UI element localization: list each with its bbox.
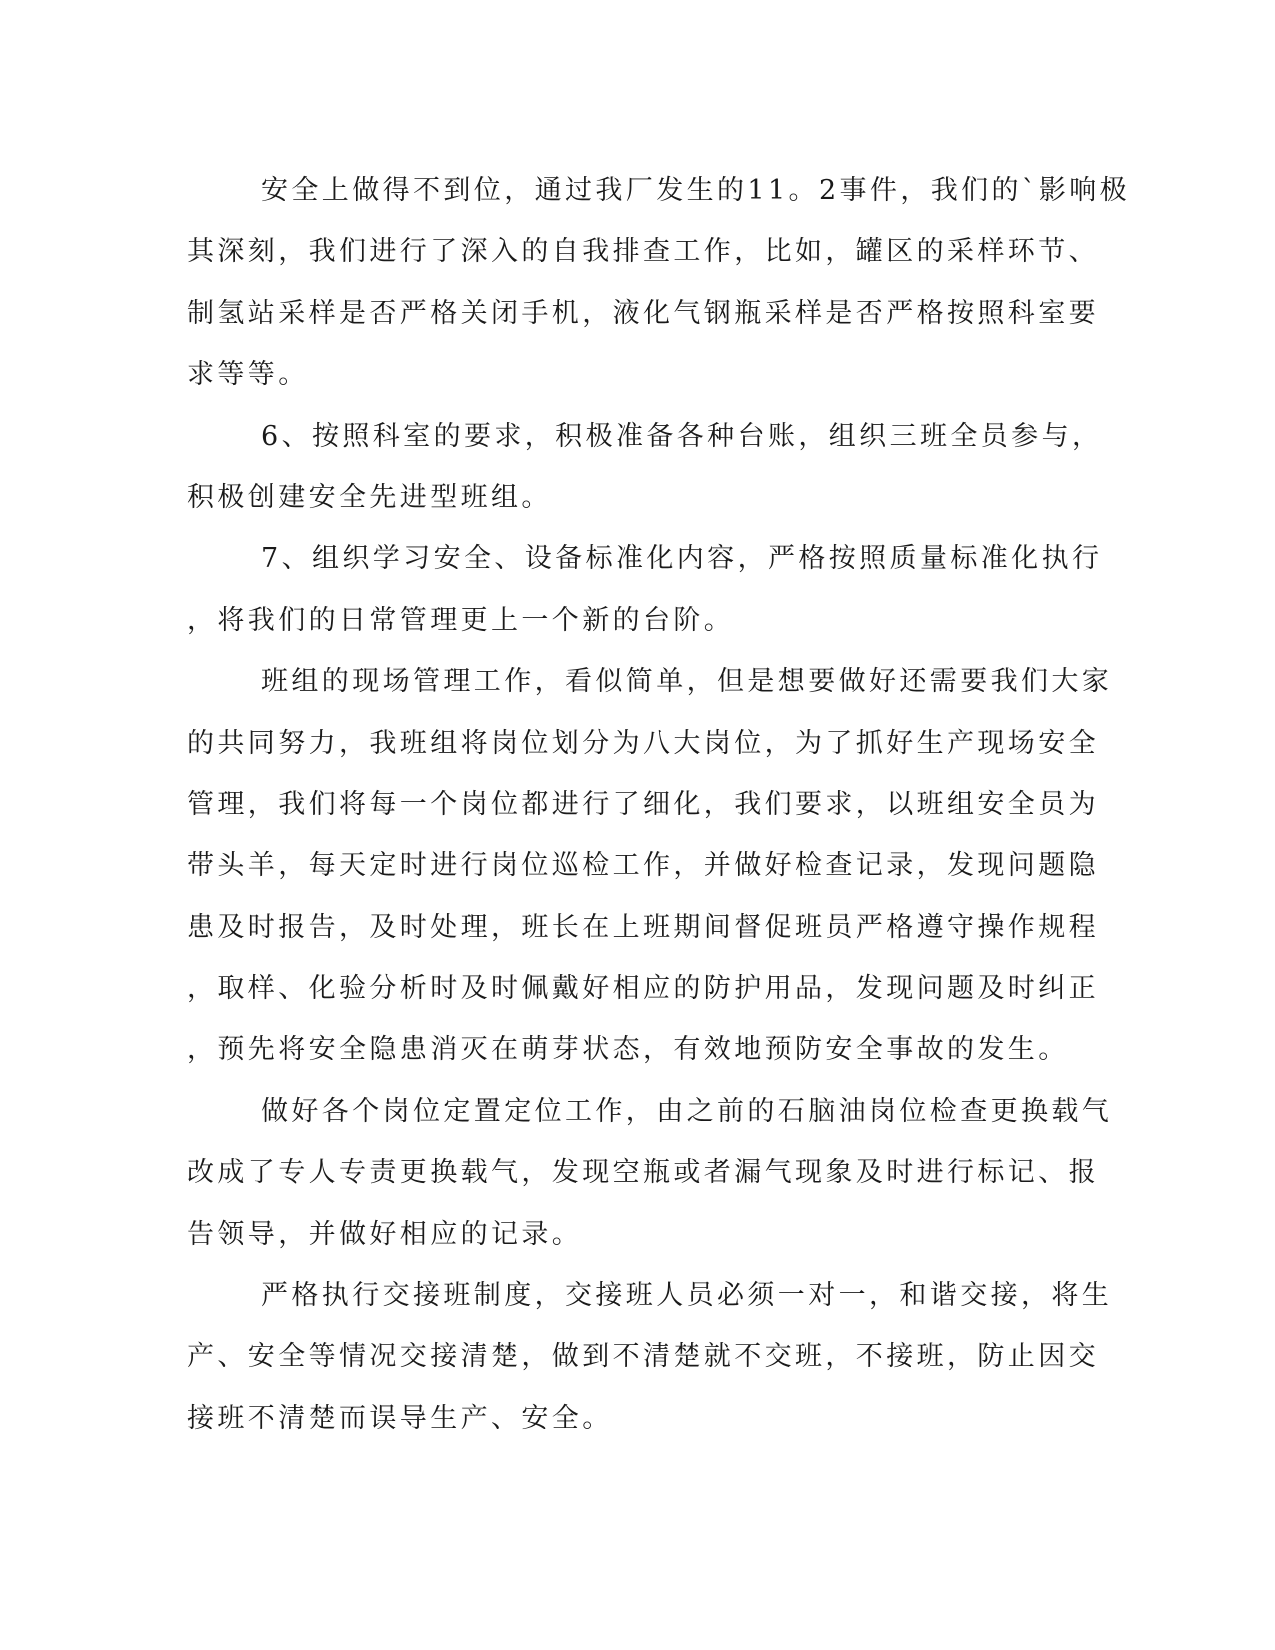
text-line: 做好各个岗位定置定位工作，由之前的石脑油岗位检查更换载气 — [261, 1095, 1113, 1127]
text-line: 7、组织学习安全、设备标准化内容，严格按照质量标准化执行 — [261, 543, 1103, 575]
text-line: ，将我们的日常管理更上一个新的台阶。 — [187, 604, 735, 636]
paragraph-4 — [187, 651, 1113, 1081]
paragraph-6 — [187, 1265, 1113, 1449]
text-line: 的共同努力，我班组将岗位划分为八大岗位，为了抓好生产现场安全 — [187, 727, 1099, 759]
text-line: 求等等。 — [187, 359, 309, 391]
text-line: ，预先将安全隐患消灭在萌芽状态，有效地预防安全事故的发生。 — [187, 1034, 1069, 1066]
text-line: 改成了专人专责更换载气，发现空瓶或者漏气现象及时进行标记、报 — [187, 1157, 1099, 1189]
paragraph-1 — [187, 160, 1131, 406]
text-line: 接班不清楚而误导生产、安全。 — [187, 1402, 613, 1434]
text-line: 带头羊，每天定时进行岗位巡检工作，并做好检查记录，发现问题隐 — [187, 850, 1099, 882]
text-line: 产、安全等情况交接清楚，做到不清楚就不交班，不接班，防止因交 — [187, 1341, 1099, 1373]
text-line: 管理，我们将每一个岗位都进行了细化，我们要求，以班组安全员为 — [187, 788, 1099, 820]
text-line: 积极创建安全先进型班组。 — [187, 481, 552, 513]
body-text — [187, 160, 1131, 1449]
text-line: 制氢站采样是否严格关闭手机，液化气钢瓶采样是否严格按照科室要 — [187, 297, 1099, 329]
text-line: 严格执行交接班制度，交接班人员必须一对一，和谐交接，将生 — [261, 1280, 1113, 1312]
paragraph-3 — [187, 528, 1103, 651]
text-line: 告领导，并做好相应的记录。 — [187, 1218, 583, 1250]
text-line: 安全上做得不到位，通过我厂发生的11。2事件，我们的`影响极 — [261, 175, 1131, 206]
text-line: ，取样、化验分析时及时佩戴好相应的防护用品，发现问题及时纠正 — [187, 973, 1099, 1005]
text-line: 其深刻，我们进行了深入的自我排查工作，比如，罐区的采样环节、 — [187, 236, 1099, 268]
text-line: 班组的现场管理工作，看似简单，但是想要做好还需要我们大家 — [261, 666, 1113, 698]
paragraph-2 — [187, 406, 1103, 529]
text-line: 6、按照科室的要求，积极准备各种台账，组织三班全员参与， — [261, 420, 1103, 452]
paragraph-5 — [187, 1081, 1113, 1265]
text-line: 患及时报告，及时处理，班长在上班期间督促班员严格遵守操作规程 — [187, 911, 1099, 943]
